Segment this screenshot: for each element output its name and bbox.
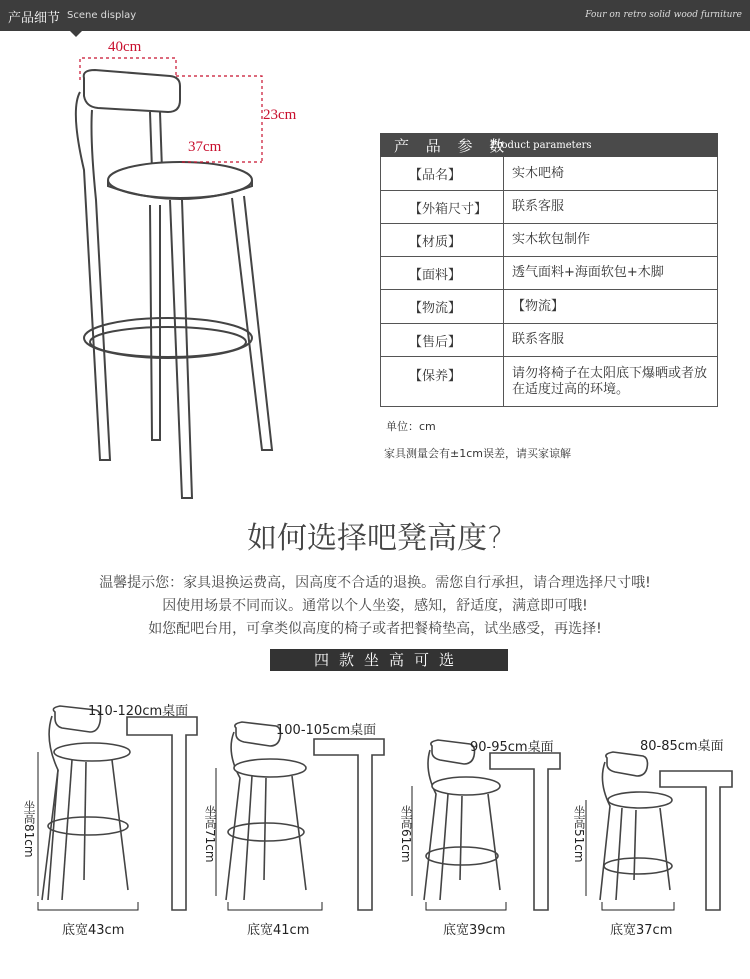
- unit-note: 单位：cm: [386, 420, 436, 433]
- params-row: [380, 191, 718, 224]
- params-key: 【品名】: [381, 157, 504, 190]
- params-value: 实木吧椅: [512, 165, 565, 181]
- option-1-seat-height: 坐高81cm: [22, 800, 36, 858]
- params-title-en: Product parameters: [490, 140, 592, 151]
- dim-backrest: 23cm: [263, 107, 297, 123]
- options-band-label: 四款坐高可选: [313, 651, 464, 669]
- params-value: 联系客服: [512, 332, 565, 347]
- option-1-base: 底宽43cm: [62, 923, 125, 938]
- params-key: 【材质】: [381, 224, 504, 256]
- params-value: 请勿将椅子在太阳底下爆晒或者放在适度过高的环境。: [512, 365, 708, 397]
- params-value: 联系客服: [512, 199, 565, 214]
- params-table: [380, 133, 718, 407]
- option-2-base: 底宽41cm: [247, 923, 310, 938]
- params-key: 【物流】: [381, 290, 504, 323]
- option-2-table: 100-105cm桌面: [276, 723, 377, 738]
- params-row: [380, 290, 718, 324]
- params-row: [380, 157, 718, 191]
- header-tagline: Four on retro solid wood furniture: [585, 10, 742, 20]
- header-bar: [0, 0, 750, 31]
- option-chair-3: [424, 740, 500, 900]
- header-pointer: [70, 31, 82, 37]
- header-title-en: Scene display: [67, 10, 137, 21]
- option-4-seat-height: 坐高51cm: [572, 805, 586, 863]
- params-key: 【外箱尺寸】: [381, 191, 504, 223]
- params-value: 实木软包制作: [512, 232, 591, 247]
- option-3-seat-height: 坐高61cm: [399, 805, 413, 863]
- params-key: 【售后】: [381, 324, 504, 356]
- params-value: 【物流】: [512, 298, 565, 314]
- params-row: [380, 224, 718, 257]
- options-band: [270, 649, 508, 671]
- dim-seat: 37cm: [188, 139, 222, 155]
- guide-line-3: 如您配吧台用，可拿类似高度的椅子或者把餐椅垫高，试坐感受，再选择!: [148, 621, 602, 637]
- error-note: 家具测量会有±1cm误差，请买家谅解: [384, 447, 571, 460]
- option-2-seat-height: 坐高71cm: [203, 805, 217, 863]
- params-header: [380, 133, 718, 157]
- dim-width: 40cm: [108, 39, 142, 55]
- option-chair-1: [42, 706, 130, 900]
- main-chair-illustration: [0, 40, 370, 510]
- params-value: 透气面料+海面软包+木脚: [512, 265, 664, 280]
- option-4-table: 80-85cm桌面: [640, 739, 724, 754]
- option-3-base: 底宽39cm: [443, 923, 506, 938]
- params-row: [380, 324, 718, 357]
- params-row: [380, 357, 718, 407]
- option-4-base: 底宽37cm: [610, 923, 673, 938]
- option-1-table: 110-120cm桌面: [88, 704, 189, 719]
- guide-line-2: 因使用场景不同而议。通常以个人坐姿，感知，舒适度，满意即可哦!: [162, 598, 588, 614]
- params-title-cn: 产 品 参 数: [394, 137, 511, 155]
- params-key: 【面料】: [381, 257, 504, 289]
- guide-line-1: 温馨提示您：家具退换运费高，因高度不合适的退换。需您自行承担，请合理选择尺寸哦!: [99, 575, 651, 591]
- guide-title: 如何选择吧凳高度?: [247, 521, 503, 556]
- option-3-table: 90-95cm桌面: [470, 740, 554, 755]
- params-row: [380, 257, 718, 290]
- option-chair-2: [226, 722, 306, 900]
- header-title-cn: 产品细节: [8, 11, 61, 26]
- params-key: 【保养】: [381, 357, 504, 406]
